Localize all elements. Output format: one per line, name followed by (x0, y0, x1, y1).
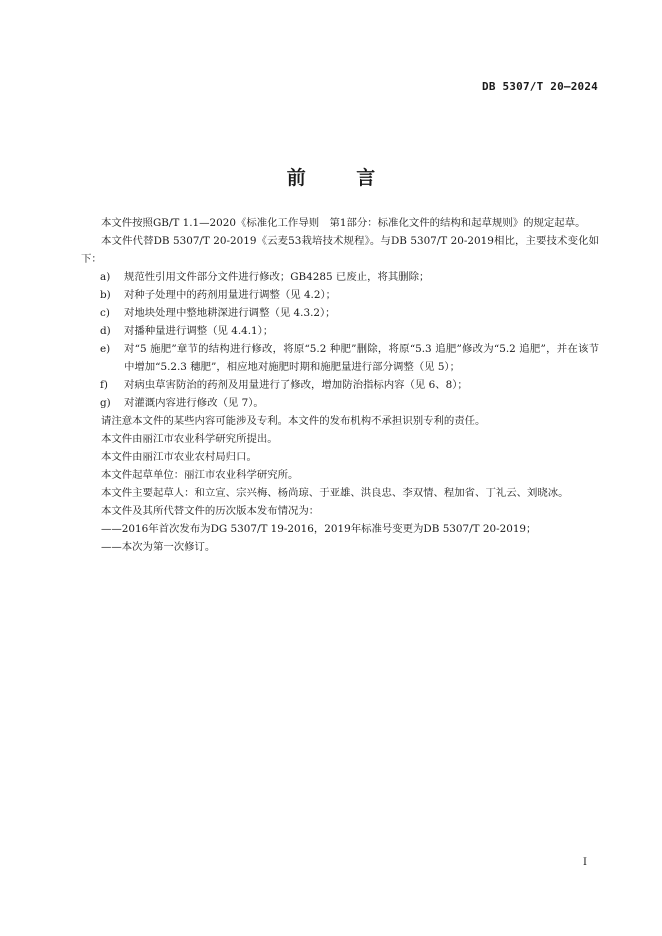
list-marker: d) (100, 325, 111, 337)
change-list (81, 268, 599, 412)
paragraph: 本文件代替DB 5307/T 20-2019《云麦53栽培技术规程》。与DB 5307/T 20-2019相比，主要技术变化如下： (81, 235, 599, 265)
list-item-text: 对“5 施肥”章节的结构进行修改，将原“5.2 种肥”删除，将原“5.3 追肥”修改为“5.2 追肥”，并在该节中增加“5.2.3 穗肥”，相应地对施肥时期和施肥量进行部分调整（见 5）； (124, 343, 599, 373)
paragraph: ——2016年首次发布为DG 5307/T 19-2016，2019年标准号变更为DB 5307/T 20-2019； (101, 523, 537, 535)
document-code: DB 5307/T 20—2024 (482, 80, 598, 93)
list-item-text: 规范性引用文件部分文件进行修改；GB4285 已废止，将其删除； (124, 271, 430, 283)
list-marker: b) (100, 289, 111, 301)
list-marker: f) (100, 379, 108, 391)
list-marker: g) (100, 397, 111, 409)
list-item-text: 对种子处理中的药剂用量进行调整（见 4.2）； (124, 289, 337, 301)
list-marker: c) (100, 307, 110, 319)
paragraph: 本文件由丽江市农业科学研究所提出。 (101, 433, 278, 445)
list-item (81, 322, 599, 340)
paragraph: 本文件及其所代替文件的历次版本发布情况为： (101, 505, 320, 517)
list-item-text: 对灌溉内容进行修改（见 7）。 (124, 397, 264, 409)
paragraph: 本文件主要起草人：和立宣、宗兴梅、杨尚琼、于亚雄、洪良忠、李双情、程加省、丁礼云、刘晓冰。 (101, 487, 569, 499)
paragraph: 本文件按照GB/T 1.1—2020《标准化工作导则 第1部分：标准化文件的结构和起草规则》的规定起草。 (101, 217, 586, 229)
paragraph: 本文件起草单位：丽江市农业科学研究所。 (101, 469, 299, 481)
paragraph: ——本次为第一次修订。 (101, 541, 216, 553)
list-item-text: 对地块处理中整地耕深进行调整（见 4.3.2）； (124, 307, 336, 319)
list-item (81, 268, 599, 286)
preface-body (81, 214, 599, 556)
page-title: 前 言 (286, 167, 398, 189)
list-marker: e) (100, 343, 111, 355)
list-item (81, 340, 599, 376)
list-item (81, 286, 599, 304)
page-number: I (583, 857, 587, 868)
paragraph: 本文件由丽江市农业农村局归口。 (101, 451, 257, 463)
list-item (81, 304, 599, 322)
list-item (81, 394, 599, 412)
paragraph: 请注意本文件的某些内容可能涉及专利。本文件的发布机构不承担识别专利的责任。 (101, 415, 486, 427)
list-item-text: 对播种量进行调整（见 4.4.1）； (124, 325, 274, 337)
list-item (81, 376, 599, 394)
list-item-text: 对病虫草害防治的药剂及用量进行了修改，增加防治指标内容（见 6、8）； (124, 379, 468, 391)
list-marker: a) (100, 271, 111, 283)
